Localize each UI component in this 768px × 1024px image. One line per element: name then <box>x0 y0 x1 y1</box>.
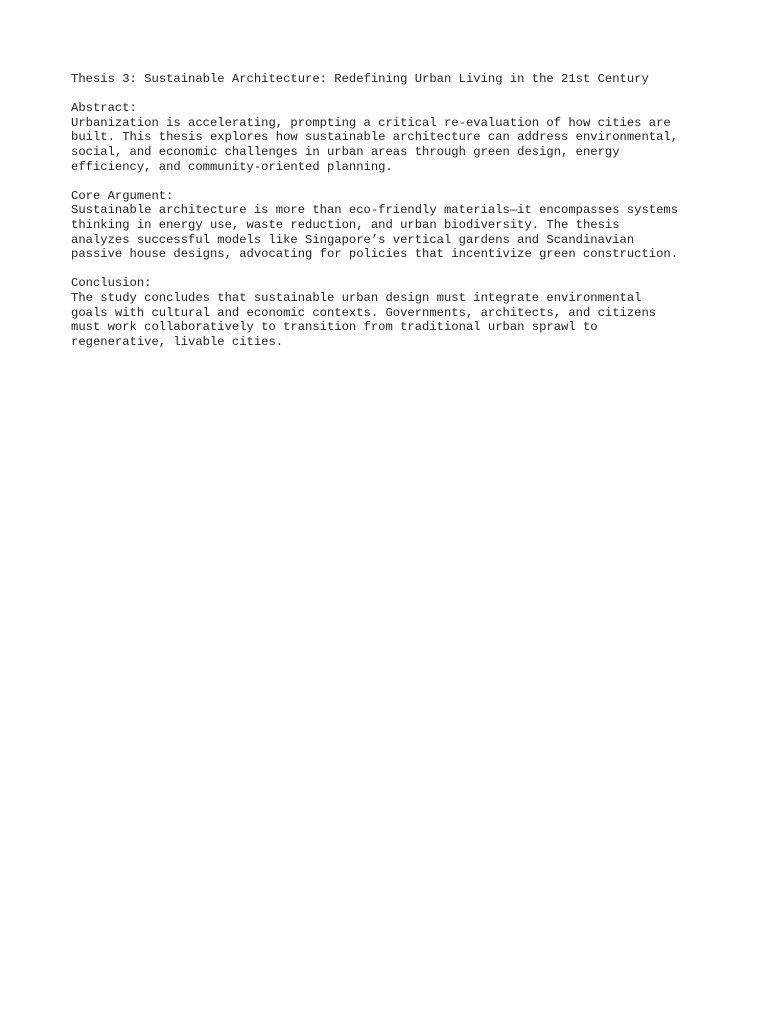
paragraph-line: social, and economic challenges in urban areas through green design, energy <box>71 144 620 159</box>
paragraph-line: Sustainable architecture is more than eco-friendly materials—it encompasses systems <box>71 203 679 218</box>
section-heading: Conclusion: <box>71 276 152 291</box>
document-page <box>71 72 731 364</box>
document-title: Thesis 3: Sustainable Architecture: Redefining Urban Living in the 21st Century <box>71 72 649 86</box>
section-core-argument <box>71 189 731 262</box>
section-abstract <box>71 101 731 174</box>
paragraph-line: Urbanization is accelerating, prompting a critical re-evaluation of how cities are <box>71 115 671 130</box>
section-heading: Core Argument: <box>71 188 174 203</box>
paragraph-line: regenerative, livable cities. <box>71 334 284 349</box>
paragraph-line: analyzes successful models like Singapore’s vertical gardens and Scandinavian <box>71 232 635 247</box>
section-heading: Abstract: <box>71 101 137 116</box>
paragraph-line: The study concludes that sustainable urban design must integrate environmental <box>71 290 642 305</box>
paragraph-line: passive house designs, advocating for policies that incentivize green construction. <box>71 247 679 262</box>
paragraph-line: thinking in energy use, waste reduction, and urban biodiversity. The thesis <box>71 217 620 232</box>
paragraph-line: must work collaboratively to transition from traditional urban sprawl to <box>71 320 598 335</box>
paragraph-line: built. This thesis explores how sustainable architecture can address environmental, <box>71 130 679 145</box>
paragraph-line: goals with cultural and economic contexts. Governments, architects, and citizens <box>71 305 657 320</box>
section-conclusion <box>71 276 731 349</box>
paragraph-line: efficiency, and community-oriented planning. <box>71 159 393 174</box>
